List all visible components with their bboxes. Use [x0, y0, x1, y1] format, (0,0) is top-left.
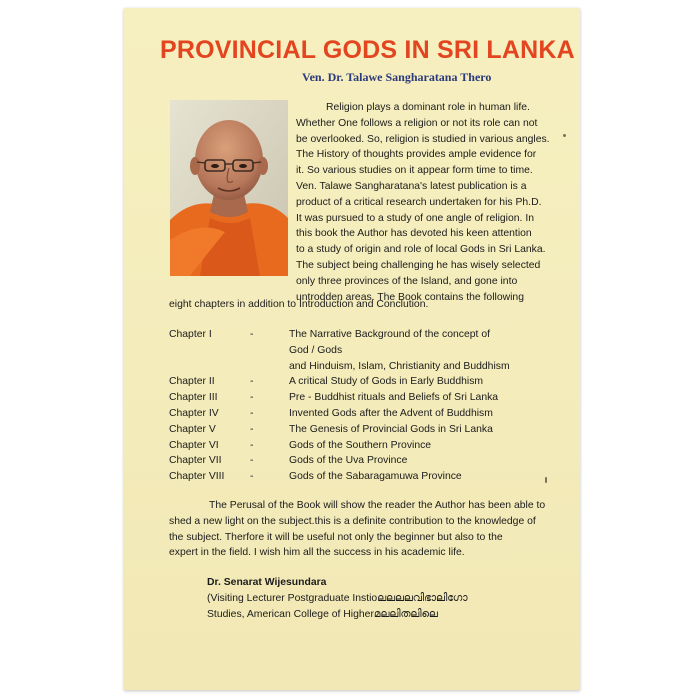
review-line: shed a new light on the subject.this is a definite contribution to the knowledge of — [169, 515, 536, 527]
chapter-title: Pre - Buddhist rituals and Beliefs of Sri Lanka — [289, 392, 499, 404]
chapter-title: Gods of the Southern Province — [289, 439, 432, 451]
reviewer-affiliation-line: Studies, American College of Higherമലലിതലിലെ — [207, 609, 438, 620]
chapter-row — [169, 343, 559, 359]
chapter-row — [169, 406, 559, 422]
print-speck — [545, 477, 547, 483]
author-name: Ven. Dr. Talawe Sangharatana Thero — [302, 70, 492, 84]
chapter-list — [169, 327, 559, 485]
chapter-row — [169, 438, 559, 454]
intro-line: it. So various studies on it appear form time to time. — [296, 165, 533, 177]
chapter-number: Chapter VI — [169, 439, 219, 451]
intro-line: It was pursued to a study of one angle of religion. In — [296, 212, 534, 224]
chapter-row — [169, 374, 559, 390]
book-title: PROVINCIAL GODS IN SRI LANKA — [160, 36, 575, 64]
chapter-dash: - — [250, 376, 254, 388]
chapter-row — [169, 327, 559, 343]
intro-tail-line: eight chapters in addition to Introduction and Conclution. — [169, 299, 429, 310]
intro-line: Ven. Talawe Sangharatana's latest publication is a — [296, 180, 527, 192]
chapter-number: Chapter III — [169, 392, 218, 404]
chapter-row — [169, 469, 559, 485]
intro-line: Whether One follows a religion or not its role can not — [296, 117, 538, 129]
chapter-number: Chapter VII — [169, 455, 222, 467]
reviewer-affiliation-line: (Visiting Lecturer Postgraduate Instioലലലലവിഭാലിഗോ — [207, 593, 468, 604]
chapter-row — [169, 422, 559, 438]
review-line: expert in the field. I wish him all the success in his academic life. — [169, 547, 465, 559]
intro-line: product of a critical research undertaken for his Ph.D. — [296, 196, 542, 208]
chapter-title: Gods of the Uva Province — [289, 455, 408, 467]
intro-line: untrodden areas. The Book contains the following — [296, 291, 524, 303]
chapter-dash: - — [250, 471, 254, 483]
chapter-dash: - — [250, 329, 254, 340]
chapter-row — [169, 453, 559, 469]
chapter-number: Chapter I — [169, 329, 212, 340]
chapter-title: A critical Study of Gods in Early Buddhism — [289, 376, 484, 388]
intro-paragraph — [296, 100, 552, 305]
chapter-title: Gods of the Sabaragamuwa Province — [289, 471, 462, 483]
chapter-number: Chapter VIII — [169, 471, 225, 483]
intro-line: only three provinces of the Island, and gone into — [296, 275, 518, 287]
review-paragraph — [169, 498, 550, 561]
chapter-title: and Hinduism, Islam, Christianity and Buddhism — [289, 360, 510, 372]
chapter-row — [169, 359, 559, 375]
chapter-dash: - — [250, 455, 254, 467]
chapter-title: God / Gods — [289, 344, 343, 356]
chapter-number: Chapter II — [169, 376, 215, 388]
intro-line: to a study of origin and role of local Gods in Sri Lanka. — [296, 244, 546, 256]
chapter-title: The Narrative Background of the concept of — [289, 329, 490, 340]
print-speck — [563, 134, 566, 137]
chapter-dash: - — [250, 392, 254, 404]
chapter-number: Chapter V — [169, 423, 216, 435]
chapter-row — [169, 390, 559, 406]
intro-line: be overlooked. So, religion is studied in various angles. — [296, 133, 550, 145]
chapter-dash: - — [250, 439, 254, 451]
chapter-title: Invented Gods after the Advent of Buddhism — [289, 407, 493, 419]
reviewer-name: Dr. Senarat Wijesundara — [207, 577, 327, 588]
chapter-dash: - — [250, 407, 254, 419]
chapter-number: Chapter IV — [169, 407, 219, 419]
chapter-title: The Genesis of Provincial Gods in Sri Lanka — [289, 423, 493, 435]
intro-line: The History of thoughts provides ample evidence for — [296, 149, 537, 161]
intro-line: this book the Author has devoted his keen attention — [296, 228, 532, 240]
intro-line: Religion plays a dominant role in human life. — [326, 102, 530, 113]
review-line: The Perusal of the Book will show the reader the Author has been able to — [209, 500, 546, 511]
review-line: the subject. Therfore it will be useful not only the beginner but also to the — [169, 531, 503, 543]
intro-line: The subject being challenging he has wisely selected — [296, 259, 541, 271]
author-photo — [170, 100, 288, 276]
chapter-dash: - — [250, 423, 254, 435]
